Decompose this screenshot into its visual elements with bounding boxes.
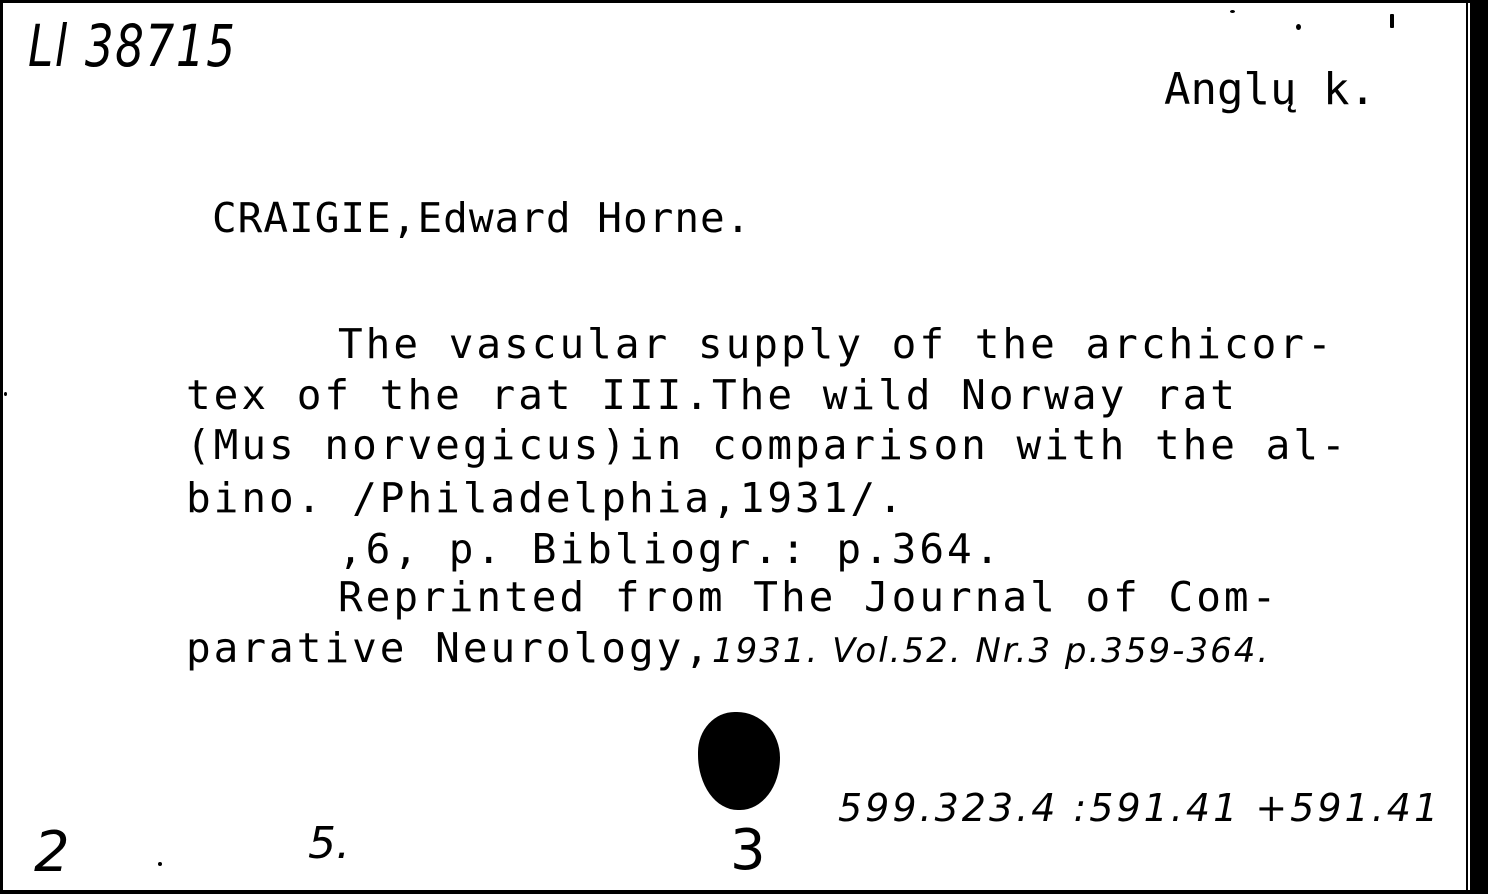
ink-speck: [158, 862, 162, 866]
language-label: Anglų k.: [1164, 64, 1376, 115]
punch-hole: [698, 712, 780, 810]
ink-speck: [1230, 10, 1235, 13]
ink-speck: [4, 392, 7, 396]
note-line-handwritten: 1931. Vol.52. Nr.3 p.359-364.: [712, 631, 1271, 671]
title-line: tex of the rat III.The wild Norway rat: [186, 371, 1238, 419]
accession-number: Ll 38715: [28, 12, 237, 80]
collation-line: ,6, p. Bibliogr.: p.364.: [338, 525, 1003, 573]
title-line: (Mus norvegicus)in comparison with the al-: [186, 421, 1349, 469]
handwritten-mark-center: 3: [730, 818, 766, 883]
note-line-last: [186, 624, 1270, 672]
note-line: Reprinted from The Journal of Com-: [338, 573, 1280, 621]
note-line-typed: parative Neurology,: [186, 624, 712, 672]
card-border-bottom: [0, 890, 1488, 894]
card-border-left: [0, 0, 3, 894]
card-border-top: [0, 0, 1488, 3]
card-border-right-inner: [1466, 0, 1468, 894]
ink-speck: [1296, 24, 1301, 30]
author-heading: CRAIGIE,Edward Horne.: [212, 194, 752, 242]
udc-classification: 599.323.4 :591.41 +591.41: [838, 786, 1442, 830]
ink-speck: [1390, 14, 1394, 28]
handwritten-mark-left: 2: [34, 820, 70, 885]
card-border-right: [1470, 0, 1488, 894]
handwritten-mark-middle: 5.: [308, 818, 350, 869]
imprint-line: bino. /Philadelphia,1931/.: [186, 474, 906, 522]
title-line: The vascular supply of the archicor-: [338, 320, 1335, 368]
